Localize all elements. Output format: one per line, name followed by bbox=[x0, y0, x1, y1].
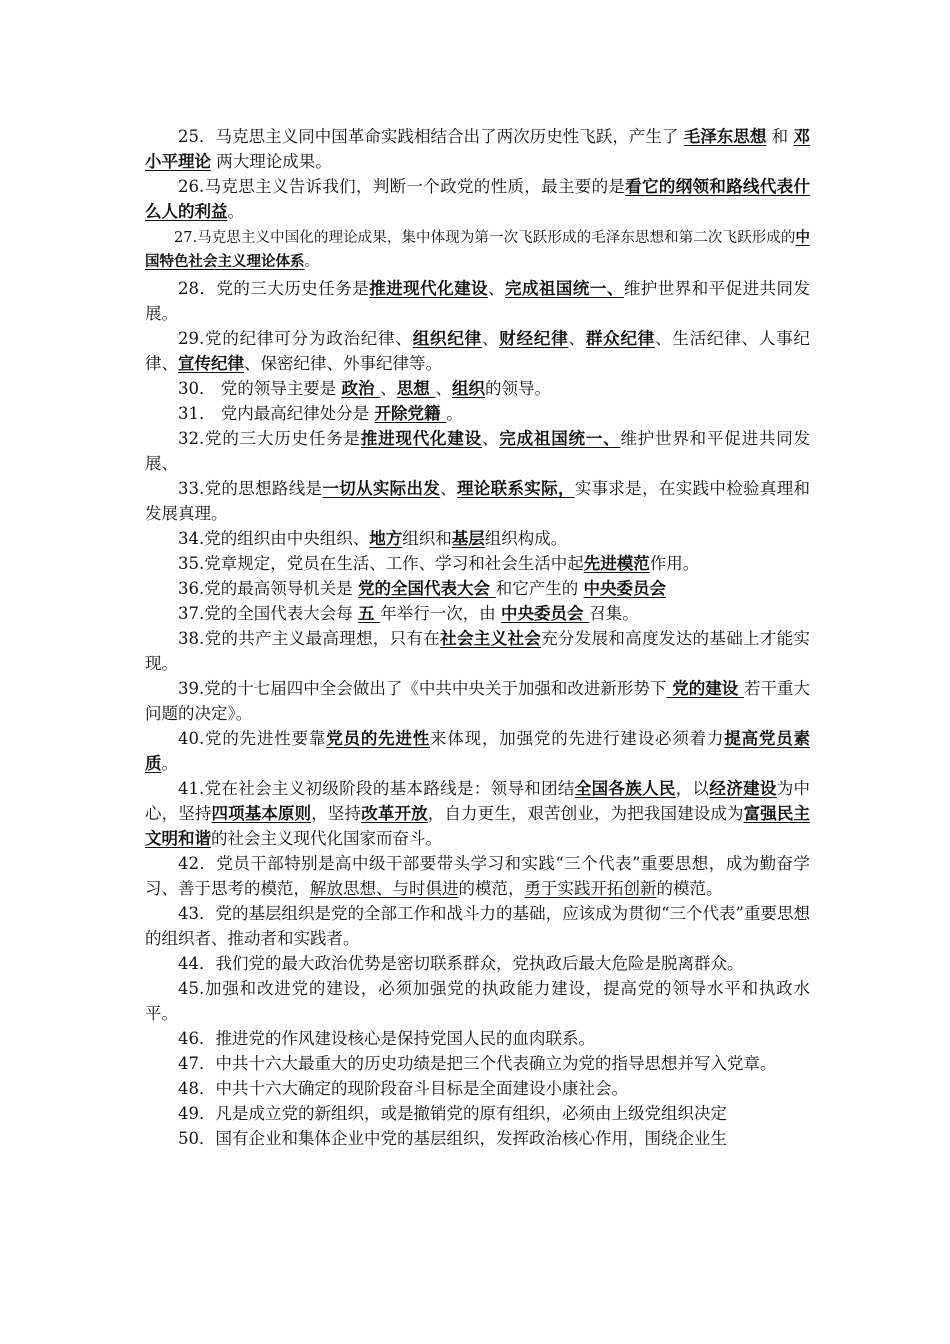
question-text: 、保密纪律、外事纪律等。 bbox=[244, 354, 442, 373]
question-text: 两大理论成果。 bbox=[211, 152, 332, 171]
question-text: 。 bbox=[446, 404, 463, 423]
answer-blank: 完成祖国统一、 bbox=[505, 279, 624, 298]
answer-blank: 毛泽东思想 bbox=[683, 127, 767, 146]
question-text: 34.党的组织由中央组织、 bbox=[178, 529, 370, 548]
question-item bbox=[145, 901, 810, 951]
question-text: 28．党的三大历史任务是 bbox=[178, 279, 370, 298]
answer-blank: 财经纪律 bbox=[499, 329, 569, 348]
question-text: 39.党的十七届四中全会做出了《中共中央关于加强和改进新形势下 bbox=[178, 679, 667, 698]
question-item bbox=[145, 526, 810, 551]
answer-blank: 中央委员会 bbox=[501, 604, 590, 623]
question-text: 维护世界和平促进共同发展。 bbox=[145, 279, 811, 323]
answer-blank: 社会主义社会 bbox=[440, 629, 542, 648]
question-text: 、 bbox=[568, 329, 586, 348]
answer-blank: 组织纪律 bbox=[412, 329, 482, 348]
question-item bbox=[145, 776, 810, 851]
answer-blank: 党的全国代表大会 bbox=[358, 579, 496, 598]
question-item bbox=[145, 1051, 810, 1076]
question-text: 的社会主义现代化国家而奋斗。 bbox=[211, 829, 442, 848]
question-text: 。 bbox=[161, 754, 178, 773]
question-item bbox=[145, 174, 810, 224]
answer-blank: 一切从实际出发 bbox=[322, 479, 441, 498]
question-text: 37.党的全国代表大会每 bbox=[178, 604, 358, 623]
question-text: 44．我们党的最大政治优势是密切联系群众，党执政后最大危险是脱离群众。 bbox=[178, 954, 744, 973]
answer-blank: 解放思想、与时俱进 bbox=[310, 879, 459, 898]
answer-blank: 地方 bbox=[369, 529, 403, 548]
answer-blank: 看它的纲领和路线代表什么人的利益 bbox=[145, 177, 810, 221]
question-text: 的模范。 bbox=[656, 879, 723, 898]
question-item bbox=[145, 576, 810, 601]
question-item bbox=[145, 124, 810, 174]
question-text: 35.党章规定，党员在生活、工作、学习和社会生活中起 bbox=[178, 554, 584, 573]
question-item bbox=[145, 676, 810, 726]
answer-blank: 先进模范 bbox=[583, 554, 650, 573]
answer-blank: 思想 bbox=[396, 379, 436, 398]
answer-blank: 政治 bbox=[341, 379, 381, 398]
question-item bbox=[145, 476, 810, 526]
question-item bbox=[145, 726, 810, 776]
question-text: 、 bbox=[380, 379, 397, 398]
question-text: 、生活纪律、人事纪律、 bbox=[145, 329, 811, 373]
question-text: 来体现，加强党的先进行建设必须着力 bbox=[430, 729, 725, 748]
question-item bbox=[145, 551, 810, 576]
question-item bbox=[145, 976, 810, 1026]
question-text: 25．马克思主义同中国革命实践相结合出了两次历史性飞跃，产生了 bbox=[178, 127, 684, 146]
question-text: 45.加强和改进党的建设，必须加强党的执政能力建设，提高党的领导水平和执政水平。 bbox=[145, 979, 810, 1023]
question-text: 。 bbox=[227, 202, 244, 221]
question-text: 作用。 bbox=[649, 554, 700, 573]
question-text: 组织和 bbox=[402, 529, 452, 548]
question-item bbox=[145, 1076, 810, 1101]
question-text: 、 bbox=[488, 279, 505, 298]
question-item bbox=[145, 951, 810, 976]
answer-blank: 中央委员会 bbox=[583, 579, 666, 598]
question-text: 46．推进党的作风建设核心是保持党国人民的血肉联系。 bbox=[178, 1029, 595, 1048]
answer-blank: 推进现代化建设 bbox=[369, 279, 489, 298]
question-item bbox=[145, 601, 810, 626]
answer-blank: 完成祖国统一、 bbox=[499, 429, 621, 448]
question-text: 40.党的先进性要靠 bbox=[178, 729, 327, 748]
question-text: 36.党的最高领导机关是 bbox=[178, 579, 358, 598]
answer-blank: 理论联系实际， bbox=[456, 479, 575, 498]
question-text: 30． 党的领导主要是 bbox=[178, 379, 342, 398]
question-text: 和 bbox=[766, 127, 794, 146]
answer-blank: 推进现代化建设 bbox=[360, 429, 482, 448]
question-text: ，以 bbox=[675, 779, 710, 798]
answer-blank: 富强民主文明和谐 bbox=[145, 804, 811, 848]
question-item bbox=[145, 626, 810, 676]
answer-blank: 勇于实践开拓创新 bbox=[524, 879, 657, 898]
answer-blank: 党的建设 bbox=[666, 679, 744, 698]
answer-blank: 党员的先进性 bbox=[326, 729, 431, 748]
answer-blank: 中国特色社会主义理论体系 bbox=[145, 229, 810, 270]
question-text: 、 bbox=[481, 329, 500, 348]
question-item bbox=[145, 226, 810, 274]
question-text: 26.马克思主义告诉我们，判断一个政党的性质，最主要的是 bbox=[178, 177, 626, 196]
question-text: 50．国有企业和集体企业中党的基层组织，发挥政治核心作用，围绕企业生 bbox=[178, 1129, 727, 1148]
question-text: 42．党员干部特别是高中级干部要带头学习和实践“三个代表”重要思想，成为勤奋学习、善于思考的模范， bbox=[145, 854, 810, 898]
question-text: 43．党的基层组织是党的全部工作和战斗力的基础，应该成为贯彻“三个代表”重要思想的组织者、推动者和实践者。 bbox=[145, 904, 810, 948]
answer-blank: 全国各族人民 bbox=[574, 779, 676, 798]
answer-blank: 组织 bbox=[452, 379, 485, 398]
answer-blank: 提高党员素质 bbox=[145, 729, 811, 773]
question-text: 充分发展和高度发达的基础上才能实现。 bbox=[145, 629, 811, 673]
question-text: 、 bbox=[435, 379, 452, 398]
question-text: 若干重大问题的决定》。 bbox=[145, 679, 810, 723]
answer-blank: 群众纪律 bbox=[585, 329, 656, 348]
question-item bbox=[145, 1101, 810, 1126]
question-text: 的领导。 bbox=[485, 379, 551, 398]
question-item bbox=[145, 426, 810, 476]
answer-blank: 四项基本原则 bbox=[211, 804, 312, 823]
question-text: 召集。 bbox=[589, 604, 639, 623]
question-list bbox=[145, 124, 810, 1151]
question-text: 49．凡是成立党的新组织，或是撤销党的原有组织，必须由上级党组织决定 bbox=[178, 1104, 727, 1123]
question-item bbox=[145, 851, 810, 901]
question-text: 32.党的三大历史任务是 bbox=[178, 429, 361, 448]
question-text: 实事求是，在实践中检验真理和发展真理。 bbox=[145, 479, 811, 523]
answer-blank: 改革开放 bbox=[361, 804, 428, 823]
question-item bbox=[145, 326, 810, 376]
question-text: 31． 党内最高纪律处分是 bbox=[178, 404, 375, 423]
question-text: 年举行一次，由 bbox=[380, 604, 501, 623]
answer-blank: 经济建设 bbox=[709, 779, 777, 798]
question-text: 29.党的纪律可分为政治纪律、 bbox=[178, 329, 413, 348]
question-text: ，自力更生，艰苦创业，为把我国建设成为 bbox=[427, 804, 744, 823]
question-text: 47．中共十六大最重大的历史功绩是把三个代表确立为党的指导思想并写入党章。 bbox=[178, 1054, 777, 1073]
answer-blank: 开除党籍 bbox=[374, 404, 447, 423]
question-item bbox=[145, 1026, 810, 1051]
answer-blank: 基层 bbox=[451, 529, 485, 548]
question-text: 38.党的共产主义最高理想，只有在 bbox=[178, 629, 441, 648]
answer-blank: 邓小平理论 bbox=[145, 127, 810, 171]
question-text: ，坚持 bbox=[311, 804, 362, 823]
question-item bbox=[145, 1126, 810, 1151]
question-text: 。 bbox=[304, 254, 319, 270]
question-text: 33.党的思想路线是 bbox=[178, 479, 323, 498]
question-item bbox=[145, 401, 810, 426]
question-text: 的模范， bbox=[458, 879, 525, 898]
answer-blank: 宣传纪律 bbox=[178, 354, 244, 373]
question-item bbox=[145, 376, 810, 401]
question-text: 维护世界和平促进共同发展、 bbox=[145, 429, 811, 473]
question-item bbox=[145, 276, 810, 326]
answer-blank: 五 bbox=[358, 604, 381, 623]
question-text: 27.马克思主义中国化的理论成果，集中体现为第一次飞跃形成的毛泽东思想和第二次飞跃形成的 bbox=[174, 230, 796, 246]
question-text: 和它产生的 bbox=[495, 579, 584, 598]
question-text: 、 bbox=[440, 479, 457, 498]
question-text: 组织构成。 bbox=[484, 529, 568, 548]
question-text: 41.党在社会主义初级阶段的基本路线是：领导和团结 bbox=[178, 779, 575, 798]
question-text: 48．中共十六大确定的现阶段奋斗目标是全面建设小康社会。 bbox=[178, 1079, 628, 1098]
question-text: 为中心，坚持 bbox=[145, 779, 811, 823]
question-text: 、 bbox=[481, 429, 500, 448]
